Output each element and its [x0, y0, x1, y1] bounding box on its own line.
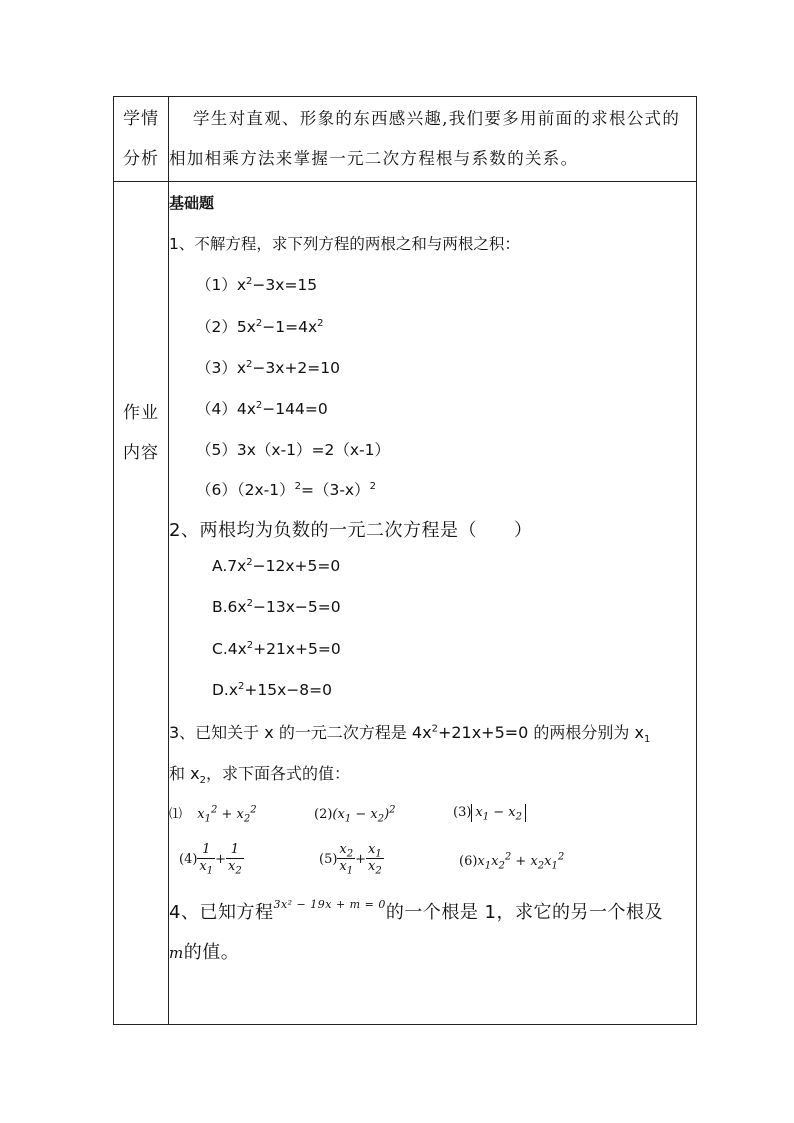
row-label-line1: 作业 — [123, 403, 159, 423]
learning-analysis-row — [114, 97, 697, 182]
q1-item-2: $(2)5x^2-1=4x^2$ — [196, 317, 324, 336]
section-heading: 基础题 — [169, 194, 215, 212]
q1-item-6: $(6)(2x-1)^2=(3-x)^2$ — [196, 480, 376, 499]
learning-analysis-label-cell — [114, 97, 169, 182]
row-label-line1: 学情 — [123, 109, 159, 129]
question-4-line-2: m的值。 — [169, 942, 240, 963]
q1-item-3: $(3)x^2-3x+2=10$ — [196, 358, 341, 377]
q4-variable: m — [169, 944, 184, 962]
q3-expr-5: (5) $\frac{x_2}{x_1}$ + $\frac{x_1}{x_2}$ — [319, 842, 382, 877]
question-1-title: 1、不解方程，求下列方程的两根之和与两根之积： — [169, 235, 520, 253]
q2-option-c: $C.4x^2+21x+5=0$ — [212, 639, 341, 658]
q1-item-4: $(4)4x^2-144=0$ — [196, 399, 328, 418]
q4-equation: 3x² − 19x + m = 0 — [273, 898, 386, 911]
homework-content-cell — [169, 182, 697, 1025]
question-4-line-1: 4、已知方程$^{3x^2 - 19x + m = 0}$的一个根是 1，求它的另一个根及 — [169, 898, 664, 923]
q2-option-d: $D.x^2+15x-8=0$ — [212, 680, 333, 699]
question-3-line-2: 和 $x_2$，求下面各式的值： — [169, 764, 350, 787]
q2-option-b: $B.6x^2-13x-5=0$ — [212, 597, 341, 616]
q1-item-1: $(1)x^2-3x=15$ — [196, 275, 318, 294]
q3-expr-1: ⑴ $x_1^2 + x_2^2$ — [169, 804, 257, 825]
homework-row — [114, 182, 697, 1025]
q1-item-5: （5）3x（x-1）=2（x-1） — [196, 441, 391, 459]
homework-label-cell — [114, 182, 169, 1025]
q2-option-a: $A.7x^2-12x+5=0$ — [212, 556, 341, 575]
row-label-line2: 内容 — [123, 443, 159, 463]
learning-analysis-text: 学生对直观、形象的东西感兴趣,我们要多用前面的求根公式的相加相乘方法来掌握一元二次方程根与系数的关系。 — [169, 109, 681, 168]
q3-expr-2: $(2)(x_1 - x_2)^2$ — [314, 804, 396, 825]
row-label-line2: 分析 — [123, 149, 159, 169]
q3-expr-3: (3) $x_1 - x_2$ — [453, 801, 526, 822]
lesson-table — [113, 96, 697, 1025]
q3-expr-6: $(6)x_1x_2^2 + x_2x_1^2$ — [459, 851, 565, 872]
question-2-title: 2、两根均为负数的一元二次方程是（ ） — [169, 520, 533, 541]
learning-analysis-text-cell — [169, 97, 697, 182]
q3-expr-4: (4) $\frac{1}{x_1}$ + $\frac{1}{x_2}$ — [179, 842, 242, 877]
question-3-line-1: 3、已知关于 x 的一元二次方程是 $4x^2+21x+5=0$ 的两根分别为 $x_1$ — [169, 723, 651, 746]
